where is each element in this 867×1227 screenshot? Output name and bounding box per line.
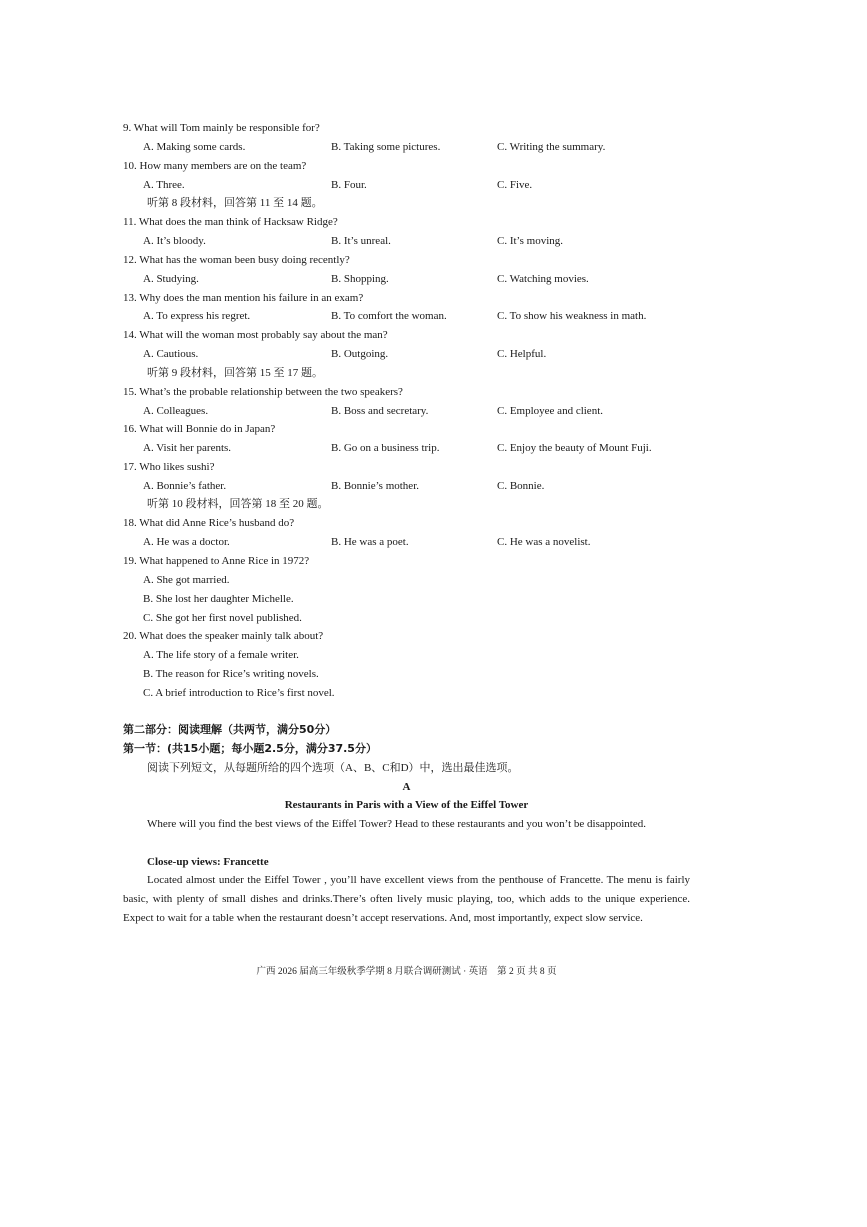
question-stem: 13. Why does the man mention his failure in an exam? [123, 292, 364, 304]
option-c: C. To show his weakness in math. [497, 310, 647, 322]
option-c: C. Helpful. [497, 348, 547, 360]
option-c: C. A brief introduction to Rice’s first novel. [143, 687, 335, 699]
question-stem: 15. What’s the probable relationship between the two speakers? [123, 386, 403, 398]
listening-instruction: 听第 9 段材料，回答第 15 至 17 题。 [147, 367, 323, 379]
question-stem: 9. What will Tom mainly be responsible for? [123, 122, 320, 134]
question-stem: 10. How many members are on the team? [123, 160, 307, 172]
option-c: C. He was a novelist. [497, 536, 591, 548]
option-b: B. Shopping. [331, 273, 389, 285]
question-stem: 19. What happened to Anne Rice in 1972? [123, 555, 310, 567]
intro-paragraph [123, 815, 690, 834]
body-text: Located almost under the Eiffel Tower , you’ll have excellent views from the penthouse of Francette. The menu is fairly basic, with plenty of small dishes and drinks.There’s often lively music playing, too, which adds to the unique experience. Expect to wait for a table when the restaurant doesn’t accept reservations. And, most importantly, expect slow service. [123, 874, 690, 924]
reading-instruction: 阅读下列短文，从每题所给的四个选项（A、B、C和D）中，选出最佳选项。 [147, 762, 519, 774]
option-c: C. Five. [497, 179, 533, 191]
option-b: B. It’s unreal. [331, 235, 391, 247]
option-a: A. To express his regret. [143, 310, 251, 322]
question-stem: 17. Who likes sushi? [123, 461, 215, 473]
option-b: B. She lost her daughter Michelle. [143, 593, 294, 605]
question-stem: 11. What does the man think of Hacksaw Ridge? [123, 216, 338, 228]
option-b: B. Taking some pictures. [331, 141, 441, 153]
option-a: A. He was a doctor. [143, 536, 230, 548]
subheading: Close-up views: Francette [147, 856, 269, 868]
page-footer: 广西 2026 届高三年级秋季学期 8 月联合调研测试 · 英语 第 2 页 共 8 页 [256, 967, 557, 977]
subsection-title: 第一节：(共15小题；每小题2.5分，满分37.5分） [123, 742, 377, 755]
section-title: 第二部分：阅读理解（共两节，满分50分） [123, 723, 337, 736]
passage-title: Restaurants in Paris with a View of the Eiffel Tower [284, 799, 529, 811]
option-a: A. She got married. [143, 574, 230, 586]
listening-instruction: 听第 8 段材料，回答第 11 至 14 题。 [147, 197, 323, 209]
option-c: C. It’s moving. [497, 235, 564, 247]
option-b: B. Boss and secretary. [331, 405, 429, 417]
body-paragraph [123, 871, 690, 928]
option-b: B. Bonnie’s mother. [331, 480, 419, 492]
option-a: A. Visit her parents. [143, 442, 232, 454]
option-b: B. The reason for Rice’s writing novels. [143, 668, 319, 680]
option-a: A. Studying. [143, 273, 199, 285]
passage-letter: A [402, 781, 411, 793]
option-c: C. Employee and client. [497, 405, 603, 417]
option-a: A. Bonnie’s father. [143, 480, 227, 492]
question-stem: 20. What does the speaker mainly talk about? [123, 630, 324, 642]
option-a: A. It’s bloody. [143, 235, 206, 247]
intro-text: Where will you find the best views of the Eiffel Tower? Head to these restaurants and you won’t be disappointed. [147, 818, 646, 830]
option-c: C. Bonnie. [497, 480, 545, 492]
option-b: B. Outgoing. [331, 348, 389, 360]
option-c: C. Enjoy the beauty of Mount Fuji. [497, 442, 652, 454]
option-b: B. He was a poet. [331, 536, 409, 548]
option-a: A. The life story of a female writer. [143, 649, 299, 661]
option-b: B. Go on a business trip. [331, 442, 440, 454]
option-a: A. Colleagues. [143, 405, 209, 417]
option-c: C. Watching movies. [497, 273, 589, 285]
option-c: C. Writing the summary. [497, 141, 606, 153]
question-stem: 16. What will Bonnie do in Japan? [123, 423, 276, 435]
question-stem: 18. What did Anne Rice’s husband do? [123, 517, 295, 529]
option-a: A. Three. [143, 179, 185, 191]
question-stem: 12. What has the woman been busy doing recently? [123, 254, 350, 266]
listening-instruction: 听第 10 段材料，回答第 18 至 20 题。 [147, 498, 329, 510]
option-a: A. Making some cards. [143, 141, 246, 153]
option-b: B. To comfort the woman. [331, 310, 447, 322]
option-c: C. She got her first novel published. [143, 612, 302, 624]
option-a: A. Cautious. [143, 348, 199, 360]
question-stem: 14. What will the woman most probably say about the man? [123, 329, 388, 341]
option-b: B. Four. [331, 179, 367, 191]
